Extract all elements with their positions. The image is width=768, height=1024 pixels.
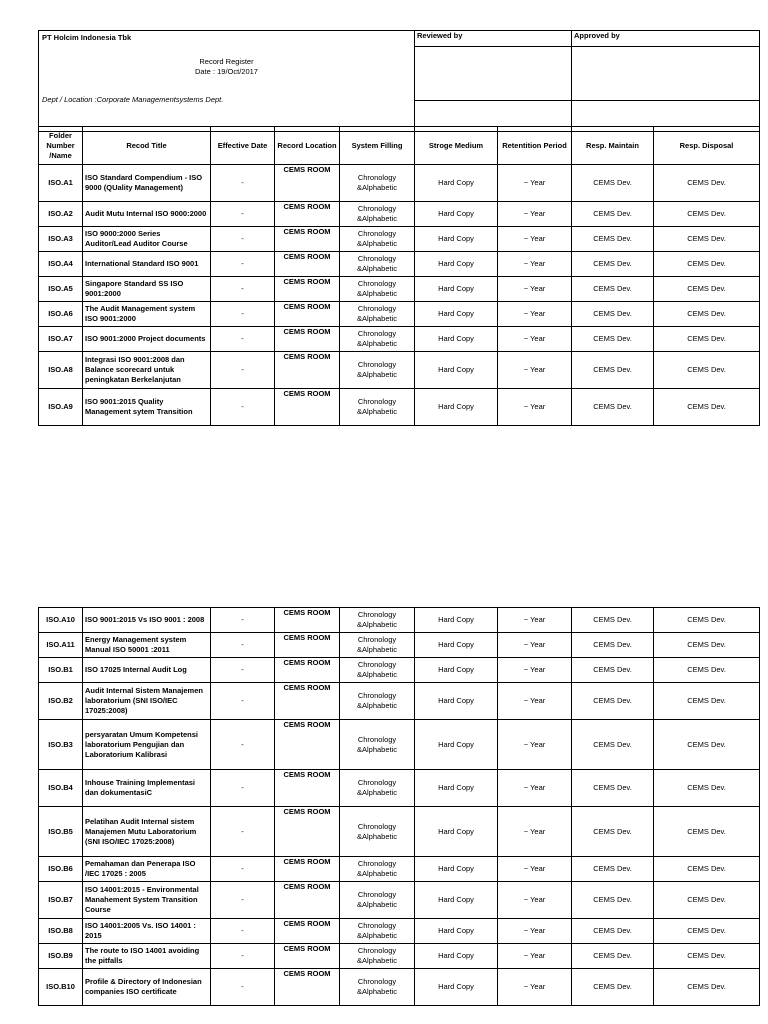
system-filling: Chronology &Alphabetic	[340, 633, 415, 658]
resp-maintain: CEMS Dev.	[572, 807, 654, 857]
retention-period: ~ Year	[498, 633, 572, 658]
record-title: ISO 9000:2000 Series Auditor/Lead Auditor Course	[83, 227, 211, 252]
resp-disposal: CEMS Dev.	[654, 327, 760, 352]
retention-period: ~ Year	[498, 944, 572, 969]
retention-period: ~ Year	[498, 327, 572, 352]
resp-maintain: CEMS Dev.	[572, 969, 654, 1006]
record-title: Pemahaman dan Penerapa ISO /IEC 17025 : 2005	[83, 857, 211, 882]
storage-medium: Hard Copy	[415, 327, 498, 352]
folder-number: ISO.A10	[39, 608, 83, 633]
system-filling: Chronology &Alphabetic	[340, 352, 415, 389]
retention-period: ~ Year	[498, 770, 572, 807]
system-filling: Chronology &Alphabetic	[340, 944, 415, 969]
storage-medium: Hard Copy	[415, 389, 498, 426]
table-row	[39, 202, 760, 227]
storage-medium: Hard Copy	[415, 969, 498, 1006]
retention-period: ~ Year	[498, 919, 572, 944]
record-title: Integrasi ISO 9001:2008 dan Balance scorecard untuk peningkatan Berkelanjutan	[83, 352, 211, 389]
record-title: Audit Internal Sistem Manajemen laboratorium (SNI ISO/IEC 17025:2008)	[83, 683, 211, 720]
system-filling: Chronology &Alphabetic	[340, 302, 415, 327]
header-info-cell	[39, 31, 415, 132]
column-header-row	[39, 127, 760, 165]
retention-period: ~ Year	[498, 720, 572, 770]
effective-date: -	[211, 969, 275, 1006]
effective-date: -	[211, 327, 275, 352]
folder-number: ISO.B2	[39, 683, 83, 720]
system-filling: Chronology &Alphabetic	[340, 327, 415, 352]
table-row	[39, 882, 760, 919]
system-filling: Chronology &Alphabetic	[340, 807, 415, 857]
record-location: CEMS ROOM	[275, 252, 340, 277]
system-filling: Chronology &Alphabetic	[340, 202, 415, 227]
column-header: Resp. Disposal	[654, 127, 760, 165]
resp-disposal: CEMS Dev.	[654, 770, 760, 807]
resp-disposal: CEMS Dev.	[654, 969, 760, 1006]
effective-date: -	[211, 277, 275, 302]
storage-medium: Hard Copy	[415, 352, 498, 389]
storage-medium: Hard Copy	[415, 720, 498, 770]
folder-number: ISO.A9	[39, 389, 83, 426]
folder-number: ISO.A5	[39, 277, 83, 302]
resp-maintain: CEMS Dev.	[572, 608, 654, 633]
record-title: Pelatihan Audit Internal sistem Manajemen Mutu Laboratorium (SNI ISO/IEC 17025:2008)	[83, 807, 211, 857]
storage-medium: Hard Copy	[415, 807, 498, 857]
retention-period: ~ Year	[498, 389, 572, 426]
table-row	[39, 327, 760, 352]
approved-by-label: Approved by	[572, 31, 760, 47]
record-location: CEMS ROOM	[275, 202, 340, 227]
retention-period: ~ Year	[498, 683, 572, 720]
table-row	[39, 683, 760, 720]
company-name: PT Holcim Indonesia Tbk	[42, 33, 132, 42]
resp-maintain: CEMS Dev.	[572, 202, 654, 227]
storage-medium: Hard Copy	[415, 608, 498, 633]
retention-period: ~ Year	[498, 277, 572, 302]
folder-number: ISO.A4	[39, 252, 83, 277]
retention-period: ~ Year	[498, 227, 572, 252]
register-date: Date : 19/Oct/2017	[195, 67, 258, 76]
resp-maintain: CEMS Dev.	[572, 165, 654, 202]
resp-disposal: CEMS Dev.	[654, 919, 760, 944]
resp-maintain: CEMS Dev.	[572, 882, 654, 919]
system-filling: Chronology &Alphabetic	[340, 770, 415, 807]
record-title: ISO 17025 Internal Audit Log	[83, 658, 211, 683]
record-table-page-1	[38, 126, 760, 426]
record-location: CEMS ROOM	[275, 277, 340, 302]
folder-number: ISO.A6	[39, 302, 83, 327]
storage-medium: Hard Copy	[415, 857, 498, 882]
effective-date: -	[211, 882, 275, 919]
resp-maintain: CEMS Dev.	[572, 277, 654, 302]
effective-date: -	[211, 944, 275, 969]
folder-number: ISO.B8	[39, 919, 83, 944]
retention-period: ~ Year	[498, 165, 572, 202]
system-filling: Chronology &Alphabetic	[340, 227, 415, 252]
column-header: Record Location	[275, 127, 340, 165]
record-title: The route to ISO 14001 avoiding the pitfalls	[83, 944, 211, 969]
effective-date: -	[211, 227, 275, 252]
resp-maintain: CEMS Dev.	[572, 944, 654, 969]
storage-medium: Hard Copy	[415, 202, 498, 227]
record-location: CEMS ROOM	[275, 608, 340, 633]
column-header: Folder Number /Name	[39, 127, 83, 165]
resp-maintain: CEMS Dev.	[572, 720, 654, 770]
effective-date: -	[211, 658, 275, 683]
effective-date: -	[211, 807, 275, 857]
record-table-page-2	[38, 607, 760, 1006]
table-row	[39, 165, 760, 202]
record-title: Audit Mutu Internal ISO 9000:2000	[83, 202, 211, 227]
reviewed-by-signature	[415, 46, 572, 100]
system-filling: Chronology &Alphabetic	[340, 165, 415, 202]
register-title: Record Register	[199, 57, 254, 66]
retention-period: ~ Year	[498, 658, 572, 683]
system-filling: Chronology &Alphabetic	[340, 857, 415, 882]
system-filling: Chronology &Alphabetic	[340, 919, 415, 944]
retention-period: ~ Year	[498, 608, 572, 633]
table-row	[39, 919, 760, 944]
resp-disposal: CEMS Dev.	[654, 683, 760, 720]
storage-medium: Hard Copy	[415, 919, 498, 944]
folder-number: ISO.A1	[39, 165, 83, 202]
resp-disposal: CEMS Dev.	[654, 227, 760, 252]
effective-date: -	[211, 608, 275, 633]
folder-number: ISO.A2	[39, 202, 83, 227]
folder-number: ISO.B9	[39, 944, 83, 969]
table-row	[39, 807, 760, 857]
record-location: CEMS ROOM	[275, 658, 340, 683]
table-row	[39, 658, 760, 683]
table-row	[39, 969, 760, 1006]
table-row	[39, 770, 760, 807]
system-filling: Chronology &Alphabetic	[340, 720, 415, 770]
system-filling: Chronology &Alphabetic	[340, 658, 415, 683]
folder-number: ISO.B10	[39, 969, 83, 1006]
storage-medium: Hard Copy	[415, 277, 498, 302]
dept-location: Dept / Location :Corporate Managementsystems Dept.	[42, 95, 224, 104]
record-title: ISO 9001:2015 Vs ISO 9001 : 2008	[83, 608, 211, 633]
table-row	[39, 389, 760, 426]
resp-disposal: CEMS Dev.	[654, 857, 760, 882]
column-header: Retentition Period	[498, 127, 572, 165]
folder-number: ISO.B7	[39, 882, 83, 919]
effective-date: -	[211, 389, 275, 426]
table-row	[39, 227, 760, 252]
resp-disposal: CEMS Dev.	[654, 658, 760, 683]
resp-disposal: CEMS Dev.	[654, 807, 760, 857]
resp-disposal: CEMS Dev.	[654, 202, 760, 227]
record-rows-page-2	[39, 608, 760, 1006]
resp-maintain: CEMS Dev.	[572, 227, 654, 252]
table-row	[39, 352, 760, 389]
record-title: ISO 14001:2005 Vs. ISO 14001 : 2015	[83, 919, 211, 944]
record-location: CEMS ROOM	[275, 683, 340, 720]
storage-medium: Hard Copy	[415, 944, 498, 969]
record-location: CEMS ROOM	[275, 720, 340, 770]
record-location: CEMS ROOM	[275, 969, 340, 1006]
record-location: CEMS ROOM	[275, 857, 340, 882]
effective-date: -	[211, 633, 275, 658]
resp-disposal: CEMS Dev.	[654, 389, 760, 426]
folder-number: ISO.B5	[39, 807, 83, 857]
record-title: Inhouse Training Implementasi dan dokumentasiC	[83, 770, 211, 807]
effective-date: -	[211, 857, 275, 882]
retention-period: ~ Year	[498, 882, 572, 919]
resp-maintain: CEMS Dev.	[572, 658, 654, 683]
storage-medium: Hard Copy	[415, 770, 498, 807]
storage-medium: Hard Copy	[415, 683, 498, 720]
record-title: persyaratan Umum Kompetensi laboratorium Pengujian dan Laboratorium Kalibrasi	[83, 720, 211, 770]
effective-date: -	[211, 770, 275, 807]
storage-medium: Hard Copy	[415, 252, 498, 277]
resp-maintain: CEMS Dev.	[572, 327, 654, 352]
resp-disposal: CEMS Dev.	[654, 633, 760, 658]
effective-date: -	[211, 720, 275, 770]
table-row	[39, 302, 760, 327]
record-location: CEMS ROOM	[275, 389, 340, 426]
effective-date: -	[211, 252, 275, 277]
folder-number: ISO.A7	[39, 327, 83, 352]
system-filling: Chronology &Alphabetic	[340, 608, 415, 633]
record-location: CEMS ROOM	[275, 770, 340, 807]
record-title: Profile & Directory of Indonesian companies ISO certificate	[83, 969, 211, 1006]
record-title: ISO 9001:2015 Quality Management sytem Transition	[83, 389, 211, 426]
effective-date: -	[211, 352, 275, 389]
record-title: Energy Management system Manual ISO 50001 :2011	[83, 633, 211, 658]
system-filling: Chronology &Alphabetic	[340, 277, 415, 302]
resp-maintain: CEMS Dev.	[572, 857, 654, 882]
table-row	[39, 633, 760, 658]
record-location: CEMS ROOM	[275, 302, 340, 327]
record-title: International Standard ISO 9001	[83, 252, 211, 277]
record-title: ISO 14001:2015 - Environmental Manahement System Transition Course	[83, 882, 211, 919]
record-location: CEMS ROOM	[275, 352, 340, 389]
record-location: CEMS ROOM	[275, 807, 340, 857]
system-filling: Chronology &Alphabetic	[340, 882, 415, 919]
resp-maintain: CEMS Dev.	[572, 919, 654, 944]
system-filling: Chronology &Alphabetic	[340, 252, 415, 277]
record-location: CEMS ROOM	[275, 227, 340, 252]
resp-disposal: CEMS Dev.	[654, 302, 760, 327]
resp-disposal: CEMS Dev.	[654, 608, 760, 633]
effective-date: -	[211, 919, 275, 944]
column-header: Stroge Medium	[415, 127, 498, 165]
record-title: ISO 9001:2000 Project documents	[83, 327, 211, 352]
retention-period: ~ Year	[498, 857, 572, 882]
table-row	[39, 857, 760, 882]
effective-date: -	[211, 302, 275, 327]
system-filling: Chronology &Alphabetic	[340, 969, 415, 1006]
retention-period: ~ Year	[498, 352, 572, 389]
record-location: CEMS ROOM	[275, 633, 340, 658]
record-location: CEMS ROOM	[275, 165, 340, 202]
record-title: The Audit Management system ISO 9001:2000	[83, 302, 211, 327]
column-header: Effective Date	[211, 127, 275, 165]
resp-maintain: CEMS Dev.	[572, 683, 654, 720]
resp-maintain: CEMS Dev.	[572, 252, 654, 277]
table-row	[39, 277, 760, 302]
retention-period: ~ Year	[498, 969, 572, 1006]
resp-maintain: CEMS Dev.	[572, 302, 654, 327]
system-filling: Chronology &Alphabetic	[340, 683, 415, 720]
column-header: Resp. Maintain	[572, 127, 654, 165]
folder-number: ISO.B4	[39, 770, 83, 807]
retention-period: ~ Year	[498, 807, 572, 857]
record-title: Singapore Standard SS ISO 9001:2000	[83, 277, 211, 302]
retention-period: ~ Year	[498, 252, 572, 277]
table-row	[39, 252, 760, 277]
record-location: CEMS ROOM	[275, 882, 340, 919]
reviewed-by-label: Reviewed by	[415, 31, 572, 47]
resp-disposal: CEMS Dev.	[654, 252, 760, 277]
folder-number: ISO.A8	[39, 352, 83, 389]
storage-medium: Hard Copy	[415, 165, 498, 202]
folder-number: ISO.A11	[39, 633, 83, 658]
effective-date: -	[211, 165, 275, 202]
resp-disposal: CEMS Dev.	[654, 944, 760, 969]
folder-number: ISO.A3	[39, 227, 83, 252]
folder-number: ISO.B1	[39, 658, 83, 683]
table-row	[39, 944, 760, 969]
folder-number: ISO.B3	[39, 720, 83, 770]
record-title: ISO Standard Compendium - ISO 9000 (QUality Management)	[83, 165, 211, 202]
column-header: Recod Title	[83, 127, 211, 165]
table-row	[39, 720, 760, 770]
storage-medium: Hard Copy	[415, 882, 498, 919]
register-header	[38, 30, 760, 132]
effective-date: -	[211, 683, 275, 720]
resp-disposal: CEMS Dev.	[654, 165, 760, 202]
record-location: CEMS ROOM	[275, 327, 340, 352]
approved-by-signature	[572, 46, 760, 100]
record-location: CEMS ROOM	[275, 919, 340, 944]
table-row	[39, 608, 760, 633]
resp-disposal: CEMS Dev.	[654, 277, 760, 302]
column-header: System Filling	[340, 127, 415, 165]
storage-medium: Hard Copy	[415, 633, 498, 658]
storage-medium: Hard Copy	[415, 302, 498, 327]
retention-period: ~ Year	[498, 302, 572, 327]
retention-period: ~ Year	[498, 202, 572, 227]
storage-medium: Hard Copy	[415, 658, 498, 683]
effective-date: -	[211, 202, 275, 227]
resp-disposal: CEMS Dev.	[654, 882, 760, 919]
resp-disposal: CEMS Dev.	[654, 720, 760, 770]
record-rows-page-1	[39, 165, 760, 426]
resp-maintain: CEMS Dev.	[572, 770, 654, 807]
resp-maintain: CEMS Dev.	[572, 633, 654, 658]
folder-number: ISO.B6	[39, 857, 83, 882]
resp-disposal: CEMS Dev.	[654, 352, 760, 389]
record-location: CEMS ROOM	[275, 944, 340, 969]
resp-maintain: CEMS Dev.	[572, 352, 654, 389]
resp-maintain: CEMS Dev.	[572, 389, 654, 426]
storage-medium: Hard Copy	[415, 227, 498, 252]
system-filling: Chronology &Alphabetic	[340, 389, 415, 426]
